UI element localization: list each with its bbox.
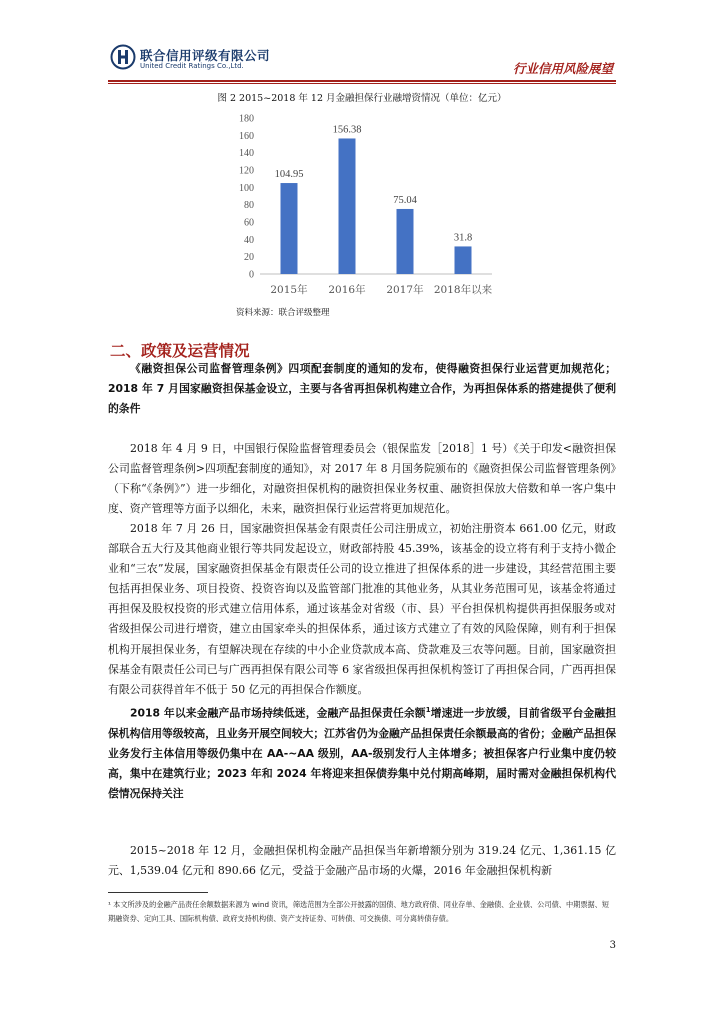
bar-2	[397, 209, 414, 274]
company-name-en: United Credit Ratings Co.,Ltd.	[140, 62, 244, 70]
paragraph-new-guarantee-amounts: 2015~2018 年 12 月，金融担保机构金融产品担保当年新增额分别为 319.24 亿元、1,361.15 亿元、1,539.04 亿元和 890.66 亿元，受益于金融产品市场的火爆，2016 年金融担保机构新	[108, 844, 616, 878]
footnote-divider	[108, 892, 208, 893]
bar-1	[339, 138, 356, 274]
bar-chart	[226, 104, 496, 302]
paragraph-heading-regulation: 《融资担保公司监督管理条例》四项配套制度的通知的发布，使得融资担保行业运营更加规范化；2018 年 7 月国家融资担保基金设立，主要与各省再担保机构建立合作，为再担保体系的搭建提供了便利的条件	[108, 362, 616, 416]
figure-caption: 图 2 2015~2018 年 12 月金融担保行业融增资情况（单位：亿元）	[217, 93, 507, 104]
paragraph-national-fund: 2018 年 7 月 26 日，国家融资担保基金有限责任公司注册成立，初始注册资本 661.00 亿元，财政部联合五大行及其他商业银行等共同发起设立，财政部持股 45.39%，该基金的设立将有利于支持小微企业和“三农”发展，国家融资担保基金有限责任公司的设立推进了担保体系的进一步建设，其经营范围主要包括再担保业务、项目投资、投资咨询以及监管部门批准的其他业务，从其业务范围可见，该基金将通过再担保及股权投资的形式建立信用体系，通过该基金对省级（市、县）平台担保机构提供再担保服务或对省级担保公司进行增资，建立由国家牵头的担保体系，通过该方式建立了有效的风险保障，则有利于担保机构开展担保业务，有望解决现在存续的中小企业贷款成本高、贷款难及三农等问题。目前，国家融资担保基金有限责任公司已与广西再担保有限公司等 6 家省级担保再担保机构签订了再担保合同，广西再担保有限公司获得首年不低于 50 亿元的再担保合作额度。	[108, 522, 616, 696]
footnote-text: ¹ 本文所涉及的金融产品责任余额数据来源为 wind 资讯，筛选范围为全部公开披露的国债、地方政府债、同业存单、金融债、企业债、公司债、中期票据、短期融资券、定向工具、国际机构债、政府支持机构债、资产支持证券、可转债、可交换债、可分离转债存债。	[108, 900, 610, 923]
footnote-reference: 1	[425, 706, 431, 714]
y-tick-label: 40	[244, 234, 254, 246]
bar-value-label: 104.95	[274, 169, 304, 181]
p4-text-after: 增速进一步放缓，目前省级平台金融担保机构信用等级较高，且业务开展空间较大；江苏省仍为金融产品担保责任余额最高的省份；金融产品担保业务发行主体信用等级仍集中在 AA-~AA 级别，AA-级别发行人主体增多；被担保客户行业集中度仍较高，集中在建筑行业；2023 年和 2024 年将迎来担保债券集中兑付期高峰期，届时需对金融担保机构代偿情况保持关注	[108, 706, 617, 800]
x-category-label: 2017年	[386, 284, 424, 296]
y-tick-label: 100	[239, 182, 254, 194]
x-category-label: 2015年	[270, 284, 308, 296]
bar-value-label: 31.8	[453, 232, 473, 244]
y-tick-label: 140	[239, 148, 254, 160]
y-tick-label: 120	[239, 165, 254, 177]
bar-0	[281, 183, 298, 274]
p4-text-before: 2018 年以来金融产品市场持续低迷，金融产品担保责任余额	[130, 706, 426, 720]
logo-icon	[110, 44, 136, 70]
paragraph-heading-financial-products	[108, 700, 616, 804]
x-category-label: 2016年	[328, 284, 366, 296]
chart-bars	[275, 124, 473, 274]
y-tick-label: 180	[239, 113, 254, 125]
section-heading: 二、政策及运营情况	[110, 342, 250, 360]
paragraph-regulation-notice: 2018 年 4 月 9 日，中国银行保险监督管理委员会（银保监发［2018］1 号）《关于印发<融资担保公司监督管理条例>四项配套制度的通知》，对 2017 年 8 月国务院颁布的《融资担保公司监督管理条例》（下称“《条例》”）进一步细化，对融资担保机构的融资担保业务权重、融资担保放大倍数和单一客户集中度、资产管理等方面予以细化，未来，融资担保行业运营将更加规范化。	[108, 442, 616, 516]
y-tick-label: 60	[244, 217, 254, 229]
header-divider	[108, 80, 616, 82]
report-series-title: 行业信用风险展望	[512, 61, 613, 76]
x-category-label: 2018年以来	[433, 284, 493, 296]
header-divider-thin	[108, 83, 616, 84]
company-name-cn: 联合信用评级有限公司	[140, 48, 271, 63]
bar-value-label: 156.38	[332, 124, 362, 136]
y-tick-label: 20	[244, 252, 254, 264]
y-tick-label: 0	[249, 269, 254, 281]
figure-source-note: 资料来源：联合评级整理	[236, 308, 330, 318]
y-tick-label: 160	[239, 130, 254, 142]
y-tick-label: 80	[244, 200, 254, 212]
bar-value-label: 75.04	[393, 194, 417, 206]
bar-3	[455, 246, 472, 274]
page-number: 3	[609, 940, 616, 951]
